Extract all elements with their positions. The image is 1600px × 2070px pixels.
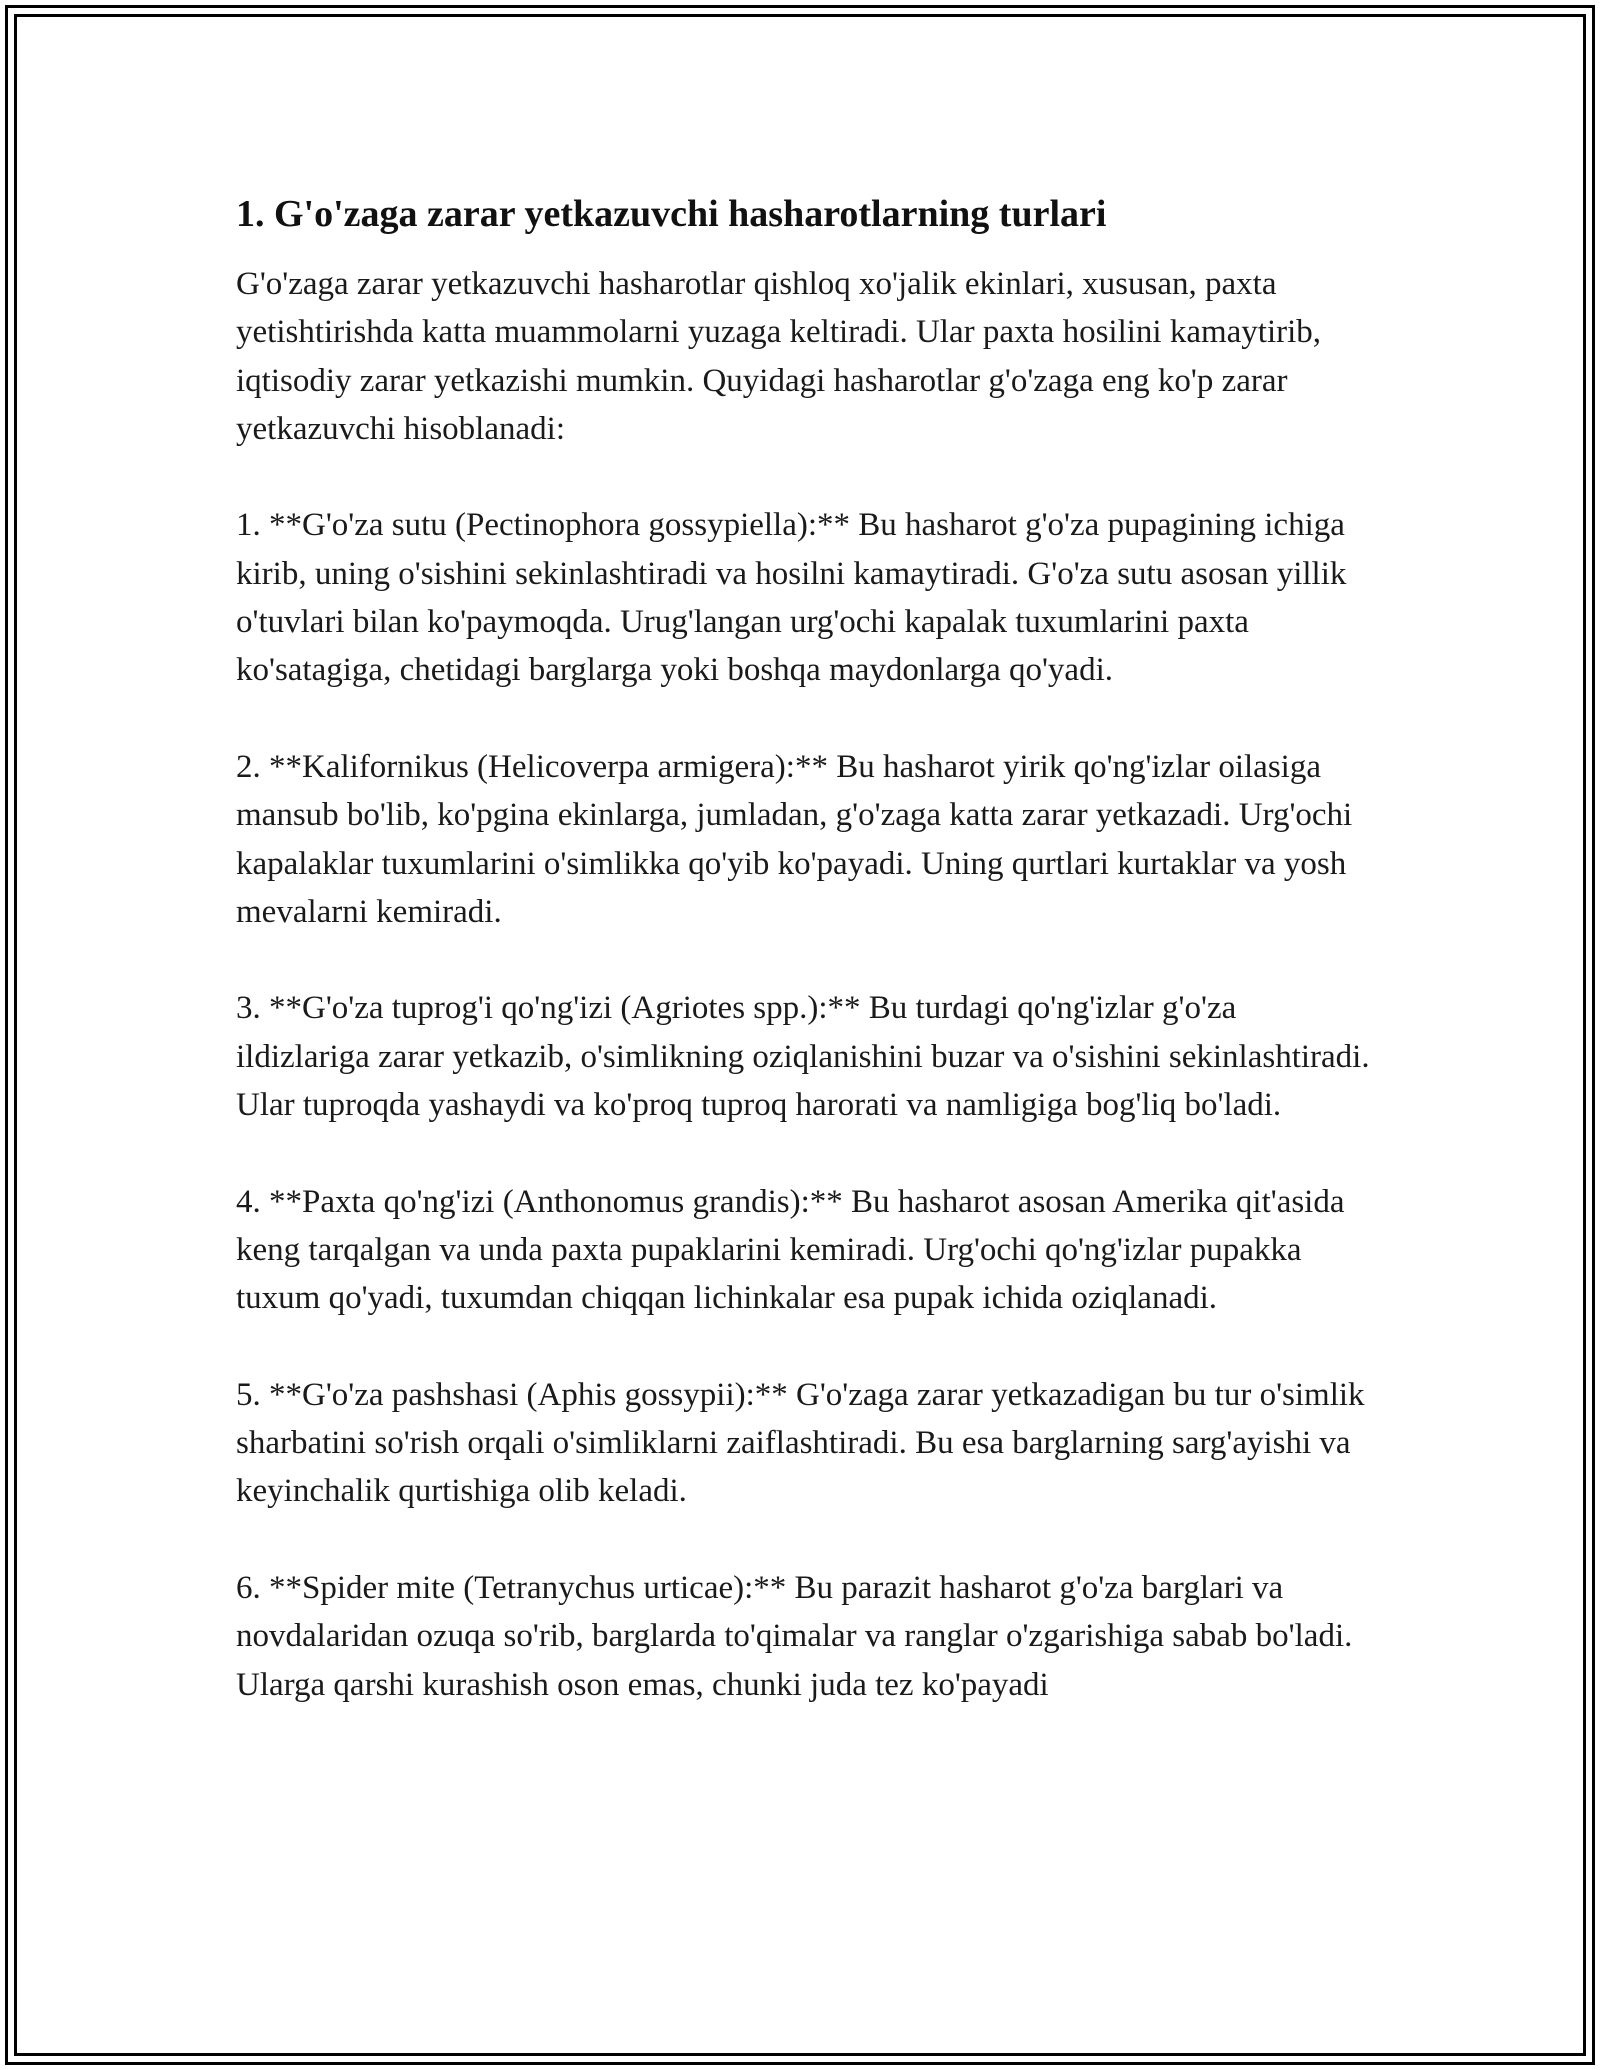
list-item: 6. **Spider mite (Tetranychus urticae):** Bu parazit hasharot g'o'za barglari va novdalaridan ozuqa so'rib, barglarda to'qimalar va ranglar o'zgarishiga sabab bo'ladi. Ularga qarshi kurashish oson emas, chunki juda tez ko'payadi (236, 1570, 1353, 1703)
list-item: 4. **Paxta qo'ng'izi (Anthonomus grandis):** Bu hasharot asosan Amerika qit'asida keng tarqalgan va unda paxta pupaklarini kemiradi. Urg'ochi qo'ng'izlar pupakka tuxum qo'yadi, tuxumdan chiqqan lichinkalar esa pupak ichida oziqlanadi. (236, 1183, 1345, 1317)
list-item: 2. **Kalifornikus (Helicoverpa armigera):** Bu hasharot yirik qo'ng'izlar oilasiga mansub bo'lib, ko'pgina ekinlarga, jumladan, g'o'zaga katta zarar yetkazadi. Urg'ochi kapalaklar tuxumlarini o'simlikka qo'yib ko'payadi. Uning qurtlari kurtaklar va yosh mevalarni kemiradi. (236, 748, 1353, 930)
document-body (236, 188, 1376, 1709)
list-item: 3. **G'o'za tuprog'i qo'ng'izi (Agriotes spp.):** Bu turdagi qo'ng'izlar g'o'za ildizlariga zarar yetkazib, o'simlikning oziqlanishini buzar va o'sishini sekinlashtiradi. Ular tuproqda yashaydi va ko'proq tuproq harorati va namligiga bog'liq bo'ladi. (236, 990, 1370, 1124)
document-title: 1. G'o'zaga zarar yetkazuvchi hasharotlarning turlari (236, 193, 1107, 235)
intro-paragraph: G'o'zaga zarar yetkazuvchi hasharotlar qishloq xo'jalik ekinlari, xususan, paxta yetishtirishda katta muammolarni yuzaga keltiradi. Ular paxta hosilini kamaytirib, iqtisodiy zarar yetkazishi mumkin. Quyidagi hasharotlar g'o'zaga eng ko'p zarar yetkazuvchi hisoblanadi: (236, 266, 1322, 447)
list-item: 5. **G'o'za pashshasi (Aphis gossypii):** G'o'zaga zarar yetkazadigan bu tur o'simlik sharbatini so'rish orqali o'simliklarni zaiflashtiradi. Bu esa barglarning sarg'ayishi va keyinchalik qurtishiga olib keladi. (236, 1376, 1365, 1510)
list-item: 1. **G'o'za sutu (Pectinophora gossypiella):** Bu hasharot g'o'za pupagining ichiga kirib, uning o'sishini sekinlashtiradi va hosilni kamaytiradi. G'o'za sutu asosan yillik o'tuvlari bilan ko'paymoqda. Urug'langan urg'ochi kapalak tuxumlarini paxta ko'satagiga, chetidagi barglarga yoki boshqa maydonlarga qo'yadi. (236, 507, 1347, 689)
